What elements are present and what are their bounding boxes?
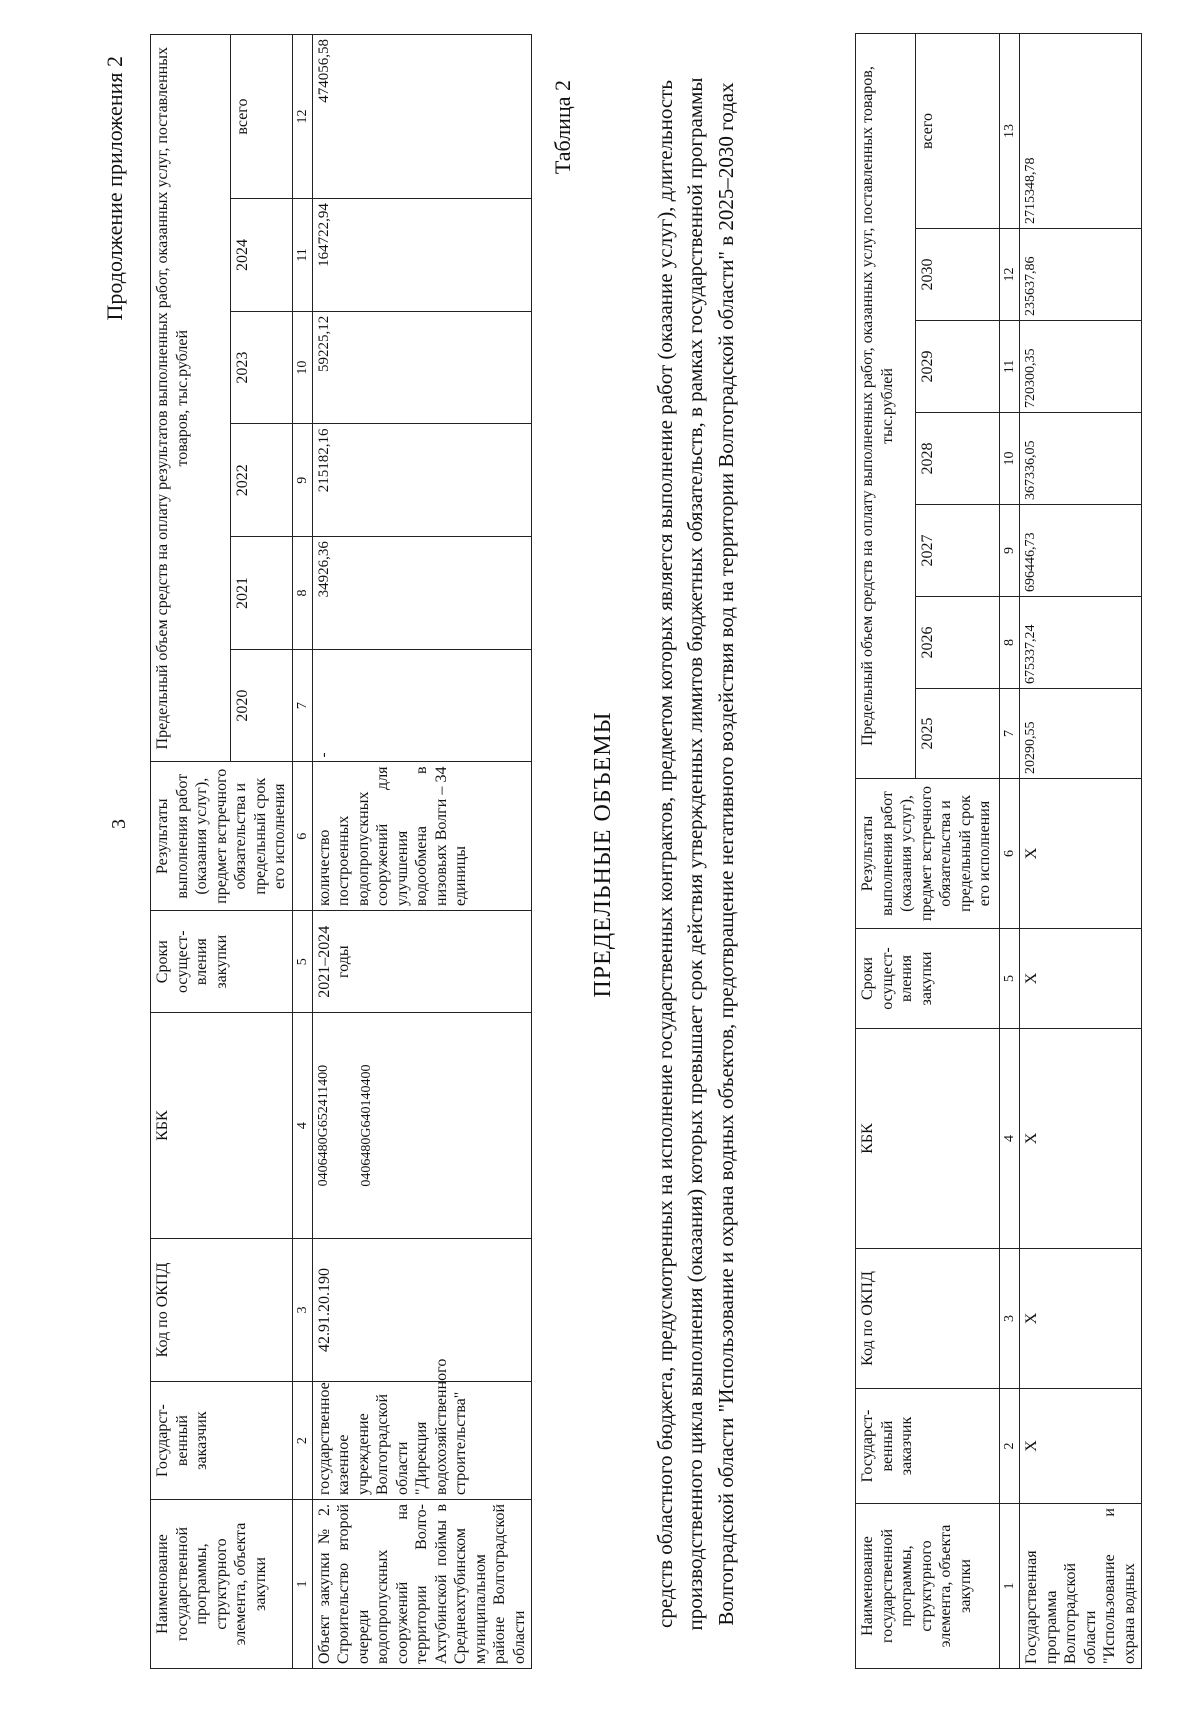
t2-header-term: Сроки осущест-вления закупки (856, 929, 1000, 1029)
t2-year-2028: 2028 (916, 413, 1000, 505)
t1-header-result: Результаты выполнения работ (оказания услуг), предмет встречного обязательства и предельный срок его исполнения (151, 762, 293, 911)
t1-kbk (312, 1013, 532, 1238)
t2-year-2030: 2030 (916, 229, 1000, 321)
t2-program-name: Государственная программа Волгоградской области "Использование и охрана водных (1020, 1504, 1142, 1669)
table-2 (855, 33, 1142, 1669)
t2-num-11: 11 (1000, 321, 1020, 413)
t1-result: количество построенных водопропускных сооружений для улучшения водообмена в низовьях Волги – 34 единицы (312, 762, 532, 911)
t1-data-row (312, 35, 532, 1669)
t2-num-12: 12 (1000, 229, 1020, 321)
t1-header-okpd: Код по ОКПД (151, 1238, 293, 1381)
t1-header-name: Наименование государственной программы, структурного элемента, объекта закупки (151, 1499, 293, 1668)
t1-okpd: 42.91.20.190 (312, 1238, 532, 1381)
t1-num-9: 9 (292, 424, 312, 537)
t2-header-group: Предельный объем средств на оплату выполненных работ, оказанных услуг, поставленных товаров, тыс.рублей (856, 34, 916, 779)
t1-header-kbk: КБК (151, 1013, 293, 1238)
t2-year-total: всего (916, 34, 1000, 229)
t2-header-okpd: Код по ОКПД (856, 1249, 1000, 1389)
t1-num-2: 2 (292, 1382, 312, 1500)
t1-year-2022: 2022 (231, 424, 293, 537)
t1-year-2020: 2020 (231, 649, 293, 762)
t1-value-total: 474056,58 (312, 35, 532, 199)
t2-result: X (1020, 779, 1142, 929)
t1-num-12: 12 (292, 35, 312, 199)
continuation-label: Продолжение приложения 2 (102, 56, 127, 321)
t2-kbk: X (1020, 1029, 1142, 1249)
t2-num-7: 7 (1000, 689, 1020, 779)
t2-number-row (1000, 34, 1020, 1669)
t2-num-5: 5 (1000, 929, 1020, 1029)
t2-num-6: 6 (1000, 779, 1020, 929)
t2-year-2025: 2025 (916, 689, 1000, 779)
t1-num-6: 6 (292, 762, 312, 911)
t2-customer: X (1020, 1389, 1142, 1504)
table-number: Таблица 2 (550, 80, 575, 175)
t1-num-8: 8 (292, 537, 312, 650)
t1-num-7: 7 (292, 649, 312, 762)
t1-header-customer: Государст-венный заказчик (151, 1382, 293, 1500)
t1-kbk-1: 0406480G652411400 (315, 1064, 331, 1187)
t2-num-10: 10 (1000, 413, 1020, 505)
t2-num-3: 3 (1000, 1249, 1020, 1389)
t2-header-result: Результаты выполнения работ (оказания услуг), предмет встречного обязательства и предельный срок его исполнения (856, 779, 1000, 929)
t2-value-2030: 235637,86 (1020, 229, 1142, 321)
t1-num-10: 10 (292, 311, 312, 424)
t1-num-4: 4 (292, 1013, 312, 1238)
t1-year-total: всего (231, 35, 293, 199)
t2-num-4: 4 (1000, 1029, 1020, 1249)
t2-data-row (1020, 34, 1142, 1669)
t2-value-total: 2715348,78 (1020, 34, 1142, 229)
t2-year-2029: 2029 (916, 321, 1000, 413)
t2-year-2027: 2027 (916, 505, 1000, 597)
t2-term: X (1020, 929, 1142, 1029)
t1-value-2021: 34926,36 (312, 537, 532, 650)
t1-header-group: Предельный объем средств на оплату результатов выполненных работ, оказанных услуг, поставленных товаров, тыс.рублей (151, 35, 231, 762)
t2-num-9: 9 (1000, 505, 1020, 597)
t2-header-name: Наименование государственной программы, структурного элемента, объекта закупки (856, 1504, 1000, 1669)
section-heading: ПРЕДЕЛЬНЫЕ ОБЪЕМЫ (590, 711, 616, 998)
t2-okpd: X (1020, 1249, 1142, 1389)
t2-num-1: 1 (1000, 1504, 1020, 1669)
t2-value-2029: 720300,35 (1020, 321, 1142, 413)
t2-year-2026: 2026 (916, 597, 1000, 689)
page-number: 3 (108, 819, 130, 829)
t2-num-2: 2 (1000, 1389, 1020, 1504)
t1-year-2024: 2024 (231, 199, 293, 312)
t1-year-2021: 2021 (231, 537, 293, 650)
t1-kbk-2: 0406480G640140400 (358, 1064, 374, 1187)
t2-header-customer: Государст-венный заказчик (856, 1389, 1000, 1504)
t1-year-2023: 2023 (231, 311, 293, 424)
t2-num-13: 13 (1000, 34, 1020, 229)
t1-num-11: 11 (292, 199, 312, 312)
t1-value-2022: 215182,16 (312, 424, 532, 537)
t1-term: 2021–2024 годы (312, 910, 532, 1012)
t1-header-term: Сроки осущест-вления закупки (151, 910, 293, 1012)
t2-value-2027: 696446,73 (1020, 505, 1142, 597)
t1-value-2023: 59225,12 (312, 311, 532, 424)
t2-num-8: 8 (1000, 597, 1020, 689)
t1-num-1: 1 (292, 1499, 312, 1668)
t2-value-2026: 675337,24 (1020, 597, 1142, 689)
t1-num-3: 3 (292, 1238, 312, 1381)
section-paragraph: средств областного бюджета, предусмотренных на исполнение государственных контрактов, предметом которых является выполнение работ (оказание услуг), длительность производственного цикла выполнения (оказания) которых превышает срок действия утвержденных лимитов бюджетных обязательств, в рамках государственной программы Волгоградской области "Использование и охрана водных объектов, предотвращение негативного воздействия вод на территории Волгоградской области" в 2025–2030 годах (653, 77, 738, 1631)
t1-num-5: 5 (292, 910, 312, 1012)
table-1 (150, 34, 532, 1669)
t1-value-2024: 164722,94 (312, 199, 532, 312)
t1-object-name: Объект закупки № 2. Строительство второй очереди водопропускных сооружений на территории Волго-Ахтубинской поймы в Среднеахтубинском муниципальном районе Волгоградской области (312, 1499, 532, 1668)
t2-header-kbk: КБК (856, 1029, 1000, 1249)
t2-value-2028: 367336,05 (1020, 413, 1142, 505)
t1-value-2020: - (312, 649, 532, 762)
t2-value-2025: 20290,55 (1020, 689, 1142, 779)
t1-customer: государственное казенное учреждение Волгоградской области "Дирекция водохозяйственного строительства" (312, 1382, 532, 1500)
t1-number-row (292, 35, 312, 1669)
